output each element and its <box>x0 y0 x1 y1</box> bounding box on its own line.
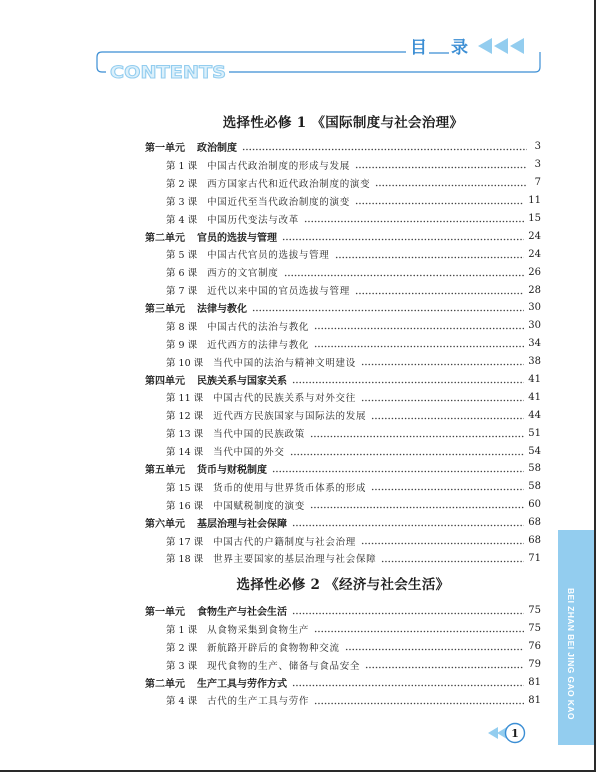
contents-wordmark: CONTENTS <box>110 63 226 83</box>
toc-lesson-row <box>145 478 541 496</box>
toc-lesson-row <box>145 174 541 192</box>
lesson-title: 近代西方的法律与教化 <box>207 339 310 351</box>
toc-page-number: 11 <box>528 195 541 207</box>
toc-page-number: 26 <box>528 266 541 278</box>
toc-lesson-row <box>145 549 541 567</box>
toc-page-number: 54 <box>528 445 541 457</box>
unit-title: 政治制度 <box>197 143 237 155</box>
toc-lesson-row <box>145 263 541 281</box>
dot-leader <box>242 148 527 151</box>
unit-title: 生产工具与劳作方式 <box>197 679 287 690</box>
dot-leader <box>292 684 524 687</box>
toc-lesson-row <box>145 620 541 638</box>
section-title: 选择性必修 2 《经济与社会生活》 <box>236 577 450 593</box>
dot-leader <box>314 345 524 348</box>
toc-unit-row <box>145 674 541 692</box>
header-title-char-lu: 录 <box>451 38 468 58</box>
dot-leader <box>290 453 525 456</box>
lesson-number: 第 6 课 <box>166 268 198 280</box>
toc-unit-row <box>145 460 541 478</box>
page-number-badge <box>484 720 530 748</box>
lesson-title: 中国古代政治制度的形成与发展 <box>207 160 350 172</box>
lesson-title: 从食物采集到食物生产 <box>207 624 310 636</box>
lesson-title: 中国古代的民族关系与对外交往 <box>213 393 356 405</box>
toc-unit-row <box>145 138 541 156</box>
lesson-number: 第 1 课 <box>166 160 198 172</box>
lesson-number: 第 14 课 <box>166 447 204 459</box>
toc-page-number: 51 <box>528 427 541 439</box>
dot-leader <box>252 309 524 312</box>
dot-leader <box>282 238 524 241</box>
dot-leader <box>381 560 524 563</box>
toc-unit-row <box>145 299 541 317</box>
dot-leader <box>310 435 524 438</box>
dot-leader <box>355 292 524 295</box>
toc-entry-list <box>145 602 541 709</box>
lesson-title: 西方的文官制度 <box>207 268 279 280</box>
triple-chevron-left-icon <box>478 38 524 54</box>
dot-leader <box>272 470 524 473</box>
lesson-title: 中国近代至当代政治制度的演变 <box>207 196 350 208</box>
lesson-number: 第 13 课 <box>166 429 204 441</box>
lesson-number: 第 10 课 <box>166 357 204 369</box>
toc-unit-row <box>145 371 541 389</box>
unit-title: 食物生产与社会生活 <box>197 607 287 619</box>
toc-page-number: 71 <box>528 552 541 564</box>
lesson-number: 第 17 课 <box>166 536 204 548</box>
lesson-number: 第 15 课 <box>166 482 204 494</box>
unit-number: 第四单元 <box>145 376 185 388</box>
header-frame-bottom-line <box>229 52 540 72</box>
dot-leader <box>335 256 525 259</box>
toc-lesson-row <box>145 317 541 335</box>
toc-page-number: 58 <box>528 481 541 493</box>
unit-number: 第二单元 <box>145 232 185 244</box>
unit-number: 第一单元 <box>145 143 185 155</box>
toc-lesson-row <box>145 245 541 263</box>
unit-title: 法律与教化 <box>197 304 247 316</box>
toc-page-number: 68 <box>528 517 541 529</box>
toc-page-number: 3 <box>534 159 541 171</box>
lesson-number: 第 1 课 <box>166 624 198 636</box>
toc-lesson-row <box>145 192 541 210</box>
unit-number: 第六单元 <box>145 519 185 531</box>
toc-unit-row <box>145 227 541 245</box>
toc-lesson-row <box>145 424 541 442</box>
dot-leader <box>345 648 525 651</box>
toc-page-number: 15 <box>528 213 541 224</box>
unit-number: 第一单元 <box>145 607 185 619</box>
toc-page-number: 75 <box>528 623 541 635</box>
dot-leader <box>314 630 524 633</box>
toc-page-number: 81 <box>528 677 541 688</box>
dot-leader <box>292 381 524 384</box>
toc-lesson-row <box>145 691 541 709</box>
lesson-number: 第 2 课 <box>166 642 198 654</box>
toc-page-number: 3 <box>534 141 541 153</box>
toc-lesson-row <box>145 210 541 228</box>
toc-page-number: 68 <box>528 535 541 547</box>
dot-leader <box>361 399 524 402</box>
toc-page-number: 75 <box>528 605 541 617</box>
toc-page-number: 34 <box>528 338 541 350</box>
double-chevron-left-icon <box>488 727 507 739</box>
toc-page-number: 28 <box>528 284 541 296</box>
toc-page-number: 81 <box>528 694 541 706</box>
lesson-number: 第 12 课 <box>166 411 204 423</box>
dot-leader <box>361 363 524 366</box>
lesson-title: 世界主要国家的基层治理与社会保障 <box>213 554 377 566</box>
dot-leader <box>361 542 524 545</box>
dot-leader <box>314 702 524 705</box>
unit-title: 基层治理与社会保障 <box>197 519 287 531</box>
toc-page-number: 79 <box>528 659 541 671</box>
toc-unit-row <box>145 514 541 532</box>
lesson-number: 第 7 课 <box>166 286 198 298</box>
lesson-number: 第 8 课 <box>166 321 198 333</box>
dot-leader <box>375 184 527 187</box>
lesson-title: 当代中国的外交 <box>213 447 285 459</box>
side-tab-text: BEI ZHAN BEI JING GAO KAO <box>566 588 576 720</box>
toc-page-number: 76 <box>528 641 541 653</box>
lesson-title: 新航路开辟后的食物物种交流 <box>207 642 340 654</box>
section-title: 选择性必修 1 《国际制度与社会治理》 <box>222 115 464 131</box>
toc-entry-list <box>145 138 541 567</box>
lesson-title: 当代中国的民族政策 <box>213 429 305 441</box>
lesson-title: 中国古代的法治与教化 <box>207 321 310 333</box>
toc-unit-row <box>145 602 541 620</box>
unit-title: 货币与财税制度 <box>197 465 267 477</box>
toc-page-number: 41 <box>528 391 541 403</box>
toc-page-number: 7 <box>534 177 541 189</box>
lesson-title: 中国古代的户籍制度与社会治理 <box>213 536 356 548</box>
toc-page-number: 44 <box>528 409 541 421</box>
lesson-title: 近代以来中国的官员选拔与管理 <box>207 286 350 298</box>
toc-lesson-row <box>145 281 541 299</box>
contents-header <box>0 0 598 90</box>
toc-lesson-row <box>145 335 541 353</box>
dot-leader <box>292 612 524 615</box>
toc-page-number: 58 <box>528 463 541 475</box>
lesson-title: 西方国家古代和近代政治制度的演变 <box>207 178 371 190</box>
dot-leader <box>314 327 524 330</box>
toc-page-number: 30 <box>528 302 541 314</box>
unit-number: 第二单元 <box>145 679 185 690</box>
header-title-char-mu: 目 <box>410 38 427 58</box>
lesson-title: 中国赋税制度的演变 <box>213 500 305 512</box>
dot-leader <box>310 506 524 509</box>
dot-leader <box>355 166 527 169</box>
toc-lesson-row <box>145 156 541 174</box>
toc-page-number: 30 <box>528 320 541 332</box>
dot-leader <box>371 488 524 491</box>
side-tab <box>558 530 594 745</box>
lesson-number: 第 4 课 <box>166 214 198 226</box>
lesson-number: 第 3 课 <box>166 660 198 672</box>
toc-page-number: 41 <box>528 374 541 386</box>
lesson-title: 古代的生产工具与劳作 <box>207 696 310 708</box>
toc-lesson-row <box>145 638 541 656</box>
dot-leader <box>284 274 525 277</box>
unit-number: 第五单元 <box>145 465 185 477</box>
unit-number: 第三单元 <box>145 304 185 316</box>
lesson-title: 货币的使用与世界货币体系的形成 <box>213 482 367 494</box>
lesson-title: 现代食物的生产、储备与食品安全 <box>207 660 361 672</box>
dot-leader <box>365 666 524 669</box>
lesson-title: 中国古代官员的选拔与管理 <box>207 250 330 262</box>
lesson-number: 第 16 课 <box>166 500 204 512</box>
lesson-number: 第 3 课 <box>166 196 198 208</box>
toc-page-number: 60 <box>528 499 541 511</box>
toc-page-number: 24 <box>528 248 541 260</box>
lesson-number: 第 2 课 <box>166 178 198 190</box>
dot-leader <box>355 202 524 205</box>
page-number: 1 <box>511 727 519 740</box>
toc-lesson-row <box>145 532 541 550</box>
lesson-number: 第 4 课 <box>166 696 198 708</box>
lesson-number: 第 11 课 <box>166 393 204 405</box>
lesson-number: 第 18 课 <box>166 554 204 566</box>
dot-leader <box>371 417 524 420</box>
toc-lesson-row <box>145 406 541 424</box>
toc-page-number: 38 <box>528 356 541 368</box>
page-edge-bottom <box>0 770 596 772</box>
toc-lesson-row <box>145 496 541 514</box>
page-edge-right <box>594 0 596 772</box>
lesson-title: 近代西方民族国家与国际法的发展 <box>213 411 367 423</box>
toc-lesson-row <box>145 442 541 460</box>
toc-page-number: 24 <box>528 230 541 242</box>
lesson-number: 第 9 课 <box>166 339 198 351</box>
lesson-title: 中国历代变法与改革 <box>207 214 299 226</box>
lesson-number: 第 5 课 <box>166 250 198 262</box>
unit-title: 民族关系与国家关系 <box>197 376 287 388</box>
toc-lesson-row <box>145 656 541 674</box>
dot-leader <box>292 524 524 527</box>
toc-lesson-row <box>145 353 541 371</box>
lesson-title: 当代中国的法治与精神文明建设 <box>213 357 356 369</box>
toc-lesson-row <box>145 388 541 406</box>
unit-title: 官员的选拔与管理 <box>197 232 277 244</box>
dot-leader <box>304 220 524 223</box>
